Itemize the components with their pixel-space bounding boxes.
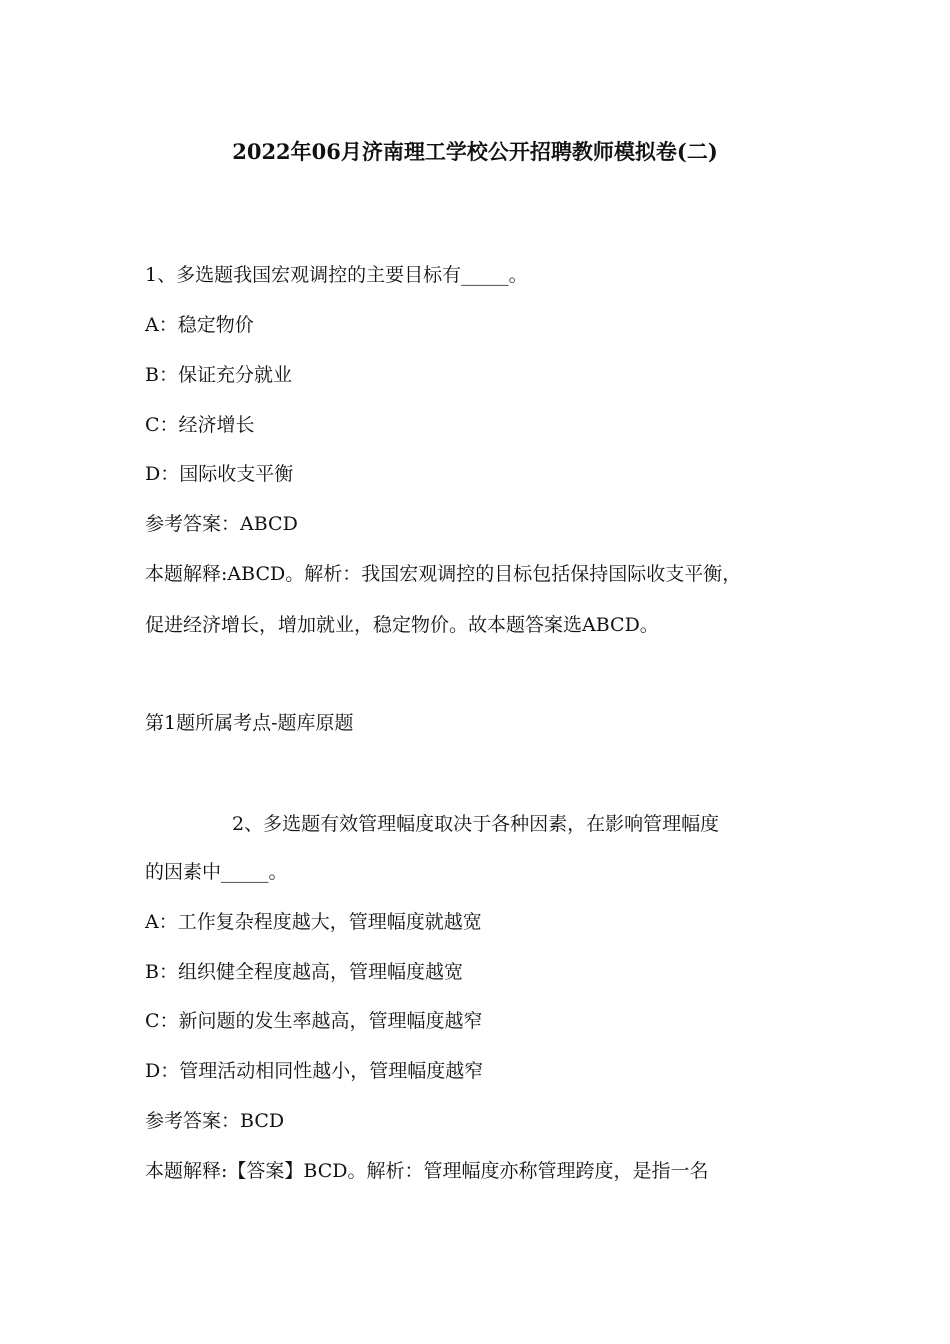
q1-option-a: A：稳定物价 bbox=[145, 314, 254, 336]
q2-explanation-line1: 本题解释:【答案】BCD。解析：管理幅度亦称管理跨度，是指一名 bbox=[145, 1160, 709, 1182]
document-title: 2022年06月济南理工学校公开招聘教师模拟卷(二) bbox=[232, 139, 718, 164]
q1-answer: 参考答案：ABCD bbox=[145, 513, 298, 535]
q2-answer: 参考答案：BCD bbox=[145, 1110, 285, 1132]
q1-question: 1、多选题我国宏观调控的主要目标有_____。 bbox=[145, 264, 528, 286]
q1-explanation-line2: 促进经济增长，增加就业，稳定物价。故本题答案选ABCD。 bbox=[145, 614, 659, 636]
q2-option-c: C：新问题的发生率越高，管理幅度越窄 bbox=[145, 1010, 483, 1032]
q1-option-c: C：经济增长 bbox=[145, 414, 255, 436]
q1-option-b: B：保证充分就业 bbox=[145, 364, 292, 386]
q1-option-d: D：国际收支平衡 bbox=[145, 463, 294, 485]
q1-explanation-line1: 本题解释:ABCD。解析：我国宏观调控的目标包括保持国际收支平衡， bbox=[145, 563, 742, 585]
q2-question-line2: 的因素中_____。 bbox=[145, 861, 288, 883]
q2-option-a: A：工作复杂程度越大，管理幅度就越宽 bbox=[145, 911, 482, 933]
q2-option-d: D：管理活动相同性越小，管理幅度越窄 bbox=[145, 1060, 484, 1082]
q1-knowledge-point: 第1题所属考点-题库原题 bbox=[145, 712, 354, 734]
q2-option-b: B：组织健全程度越高，管理幅度越宽 bbox=[145, 961, 463, 983]
q2-question-line1: 2、多选题有效管理幅度取决于各种因素，在影响管理幅度 bbox=[232, 813, 720, 835]
